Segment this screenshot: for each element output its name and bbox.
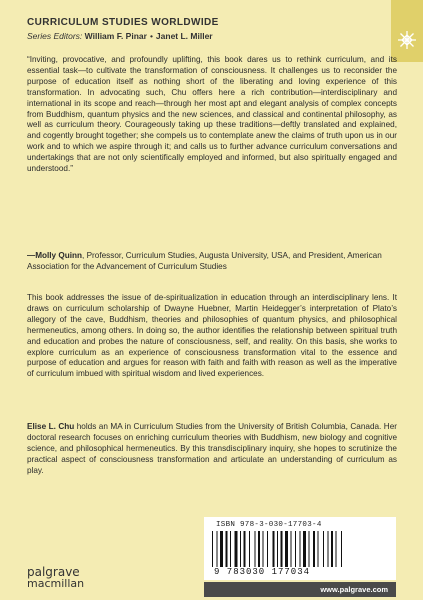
attribution-details: , Professor, Curriculum Studies, Augusta University, USA, and President, American Association for the Advancement of Curriculum Studies (27, 251, 382, 271)
series-emblem (391, 0, 423, 62)
editors-label: Series Editors: (27, 31, 83, 41)
emblem-icon (397, 30, 417, 50)
series-title: CURRICULUM STUDIES WORLDWIDE (27, 17, 219, 28)
barcode-box (204, 517, 396, 580)
barcode-number: 9 783030 177034 (214, 567, 311, 577)
book-description: This book addresses the issue of de-spiritualization in education through an interdisciplinary lens. It draws on curriculum scholarship of Dwayne Huebner, Martin Heidegger’s interpretation of Plato’s allegory of the cave, Buddhism, theories and philosophies of quantum physics, and philosophical hermeneutics, among others. In doing so, the author identifies the relationship between spiritual truth and education and probes the nature of consciousness, self, and reality. On this basis, she works to explore curriculum as an experience of consciousness transformation vital to the essence and purpose of education and argues for reason with faith and faith with reason as well as the imperative of curriculum imbued with spiritual wisdom and lived experiences. (27, 293, 397, 379)
isbn-label: ISBN 978-3-030-17703-4 (216, 521, 322, 529)
attribution-name: —Molly Quinn (27, 251, 83, 260)
barcode-icon (212, 531, 388, 567)
editor-separator: • (149, 31, 153, 41)
publisher-website[interactable] (204, 582, 396, 597)
endorsement-quote: “Inviting, provocative, and profoundly uplifting, this book dares us to rethink curriculum, and its essential task—to cultivate the transformation of consciousness. It challenges us to reconsider the purpose of education itself as nothing short of the liberating and loving experience of this transformation. In advocating such, Chu offers here a rich contribution—interdisciplinary and international in its scope and reach—through her most apt and elegant analysis of complex concepts from Buddhism, quantum physics and the new sciences, and classical and continental philosophy, as well as curriculum theory. Courageously taking up these traditions—deftly translated and explained, and cogently brought together; she compels us to contemplate anew the claims of truth upon us in our work and to which we aspire through it; and calls us to further advance curriculum conversations and undertakings that are not only scientifically employed and informed, but also spiritually engaged and understood.” (27, 55, 397, 174)
author-bio-text: holds an MA in Curriculum Studies from the University of British Columbia, Canada. Her doctoral research focuses on enriching curriculum theories with Buddhism, new biology and cognitive science, and philosophical hermeneutics. By this transdisciplinary inquiry, she hopes to scrutinize the practical aspect of consciousness transformation and articulate an understanding of curriculum as play. (27, 422, 397, 475)
editor-name-2: Janet L. Miller (155, 31, 213, 41)
series-editors (27, 31, 213, 41)
website-text[interactable]: www.palgrave.com (320, 585, 388, 594)
quote-attribution (27, 251, 397, 273)
author-name: Elise L. Chu (27, 422, 75, 431)
publisher-line-1: palgrave (27, 565, 80, 579)
publisher-line-2: macmillan (27, 577, 85, 590)
publisher-logo (27, 566, 84, 590)
author-bio (27, 422, 397, 477)
editor-name-1: William F. Pinar (84, 31, 147, 41)
